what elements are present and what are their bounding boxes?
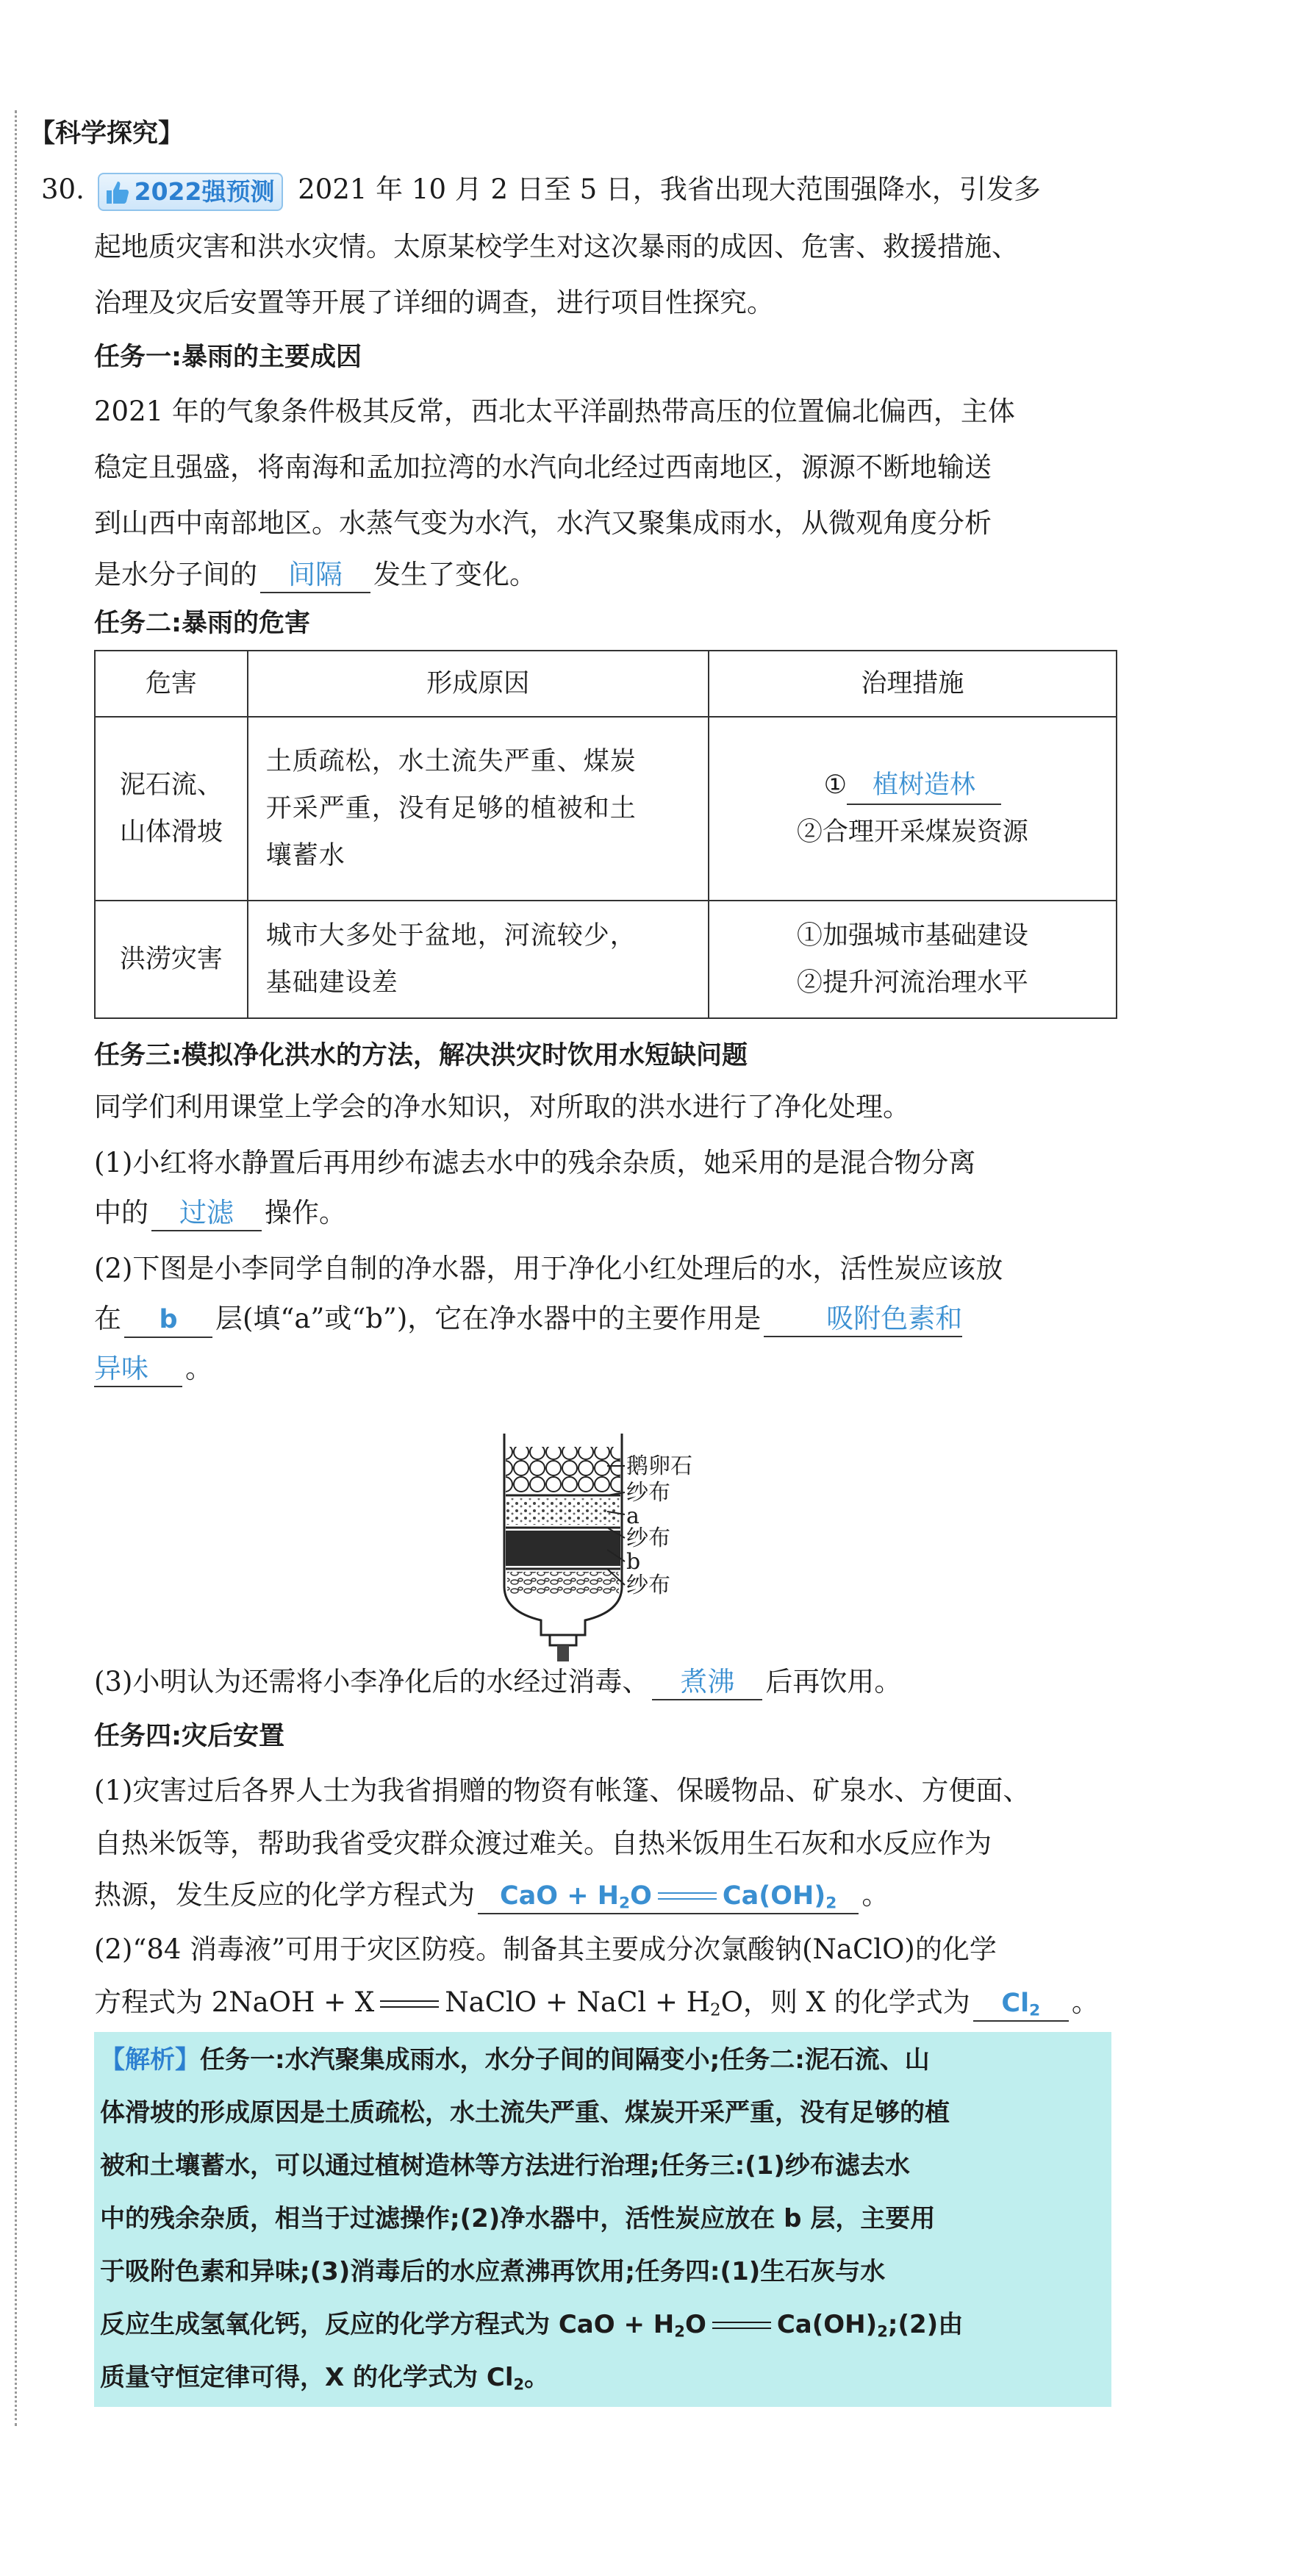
table-row bbox=[95, 717, 1117, 901]
analysis-line-7 bbox=[100, 2351, 1108, 2404]
equation-lhs: CaO + H bbox=[500, 1881, 620, 1911]
cause-text-2: 开采严重，没有足够的植被和土 bbox=[265, 794, 637, 823]
analysis-text-6a: 反应生成氢氧化钙，反应的化学方程式为 CaO + H bbox=[100, 2310, 675, 2339]
analysis-text-6d: ;(2)由 bbox=[887, 2310, 964, 2339]
task4-q2-line-1: (2)“84 消毒液”可用于灾区防疫。制备其主要成分次氯酸钠(NaClO)的化学 bbox=[94, 1933, 997, 1965]
task1-text-after: 发生了变化。 bbox=[373, 559, 537, 590]
hazard-text-1: 泥石流、 bbox=[119, 770, 223, 800]
header-hazard: 危害 bbox=[95, 651, 248, 717]
task3-title: 任务三:模拟净化洪水的方法，解决洪灾时饮用水短缺问题 bbox=[94, 1041, 748, 1070]
subscript: 2 bbox=[877, 2322, 888, 2341]
label-gauze-2: 纱布 bbox=[626, 1525, 670, 1551]
measure-1-number: ① bbox=[823, 770, 848, 800]
measure-2: ②提升河流治理水平 bbox=[796, 968, 1028, 998]
task4-q2-after: O，则 X 的化学式为 bbox=[720, 1986, 970, 2018]
task3-q1-before: 中的 bbox=[94, 1197, 148, 1228]
task3-q2-end: 。 bbox=[185, 1353, 212, 1384]
task3-q2-before: 在 bbox=[94, 1303, 121, 1334]
table-row bbox=[95, 901, 1117, 1018]
badge-label: 2022强预测 bbox=[134, 176, 275, 206]
task4-title: 任务四:灾后安置 bbox=[94, 1722, 284, 1751]
task3-q3-before: (3)小明认为还需将小李净化后的水经过消毒、 bbox=[94, 1666, 650, 1697]
analysis-tag: 【解析】 bbox=[100, 2045, 200, 2075]
task3-q2-layer-answer: b bbox=[124, 1303, 212, 1338]
analysis-text-7a: 质量守恒定律可得，X 的化学式为 Cl bbox=[100, 2363, 514, 2392]
subscript: 2 bbox=[710, 2000, 721, 2020]
prediction-badge bbox=[98, 173, 284, 211]
analysis-line-1 bbox=[100, 2033, 1108, 2086]
task1-line-4 bbox=[94, 556, 1108, 594]
label-leader-lines bbox=[497, 1428, 725, 1663]
task3-q1-after: 操作。 bbox=[265, 1197, 346, 1228]
measure-1 bbox=[717, 762, 1108, 809]
section-header: 【科学探究】 bbox=[29, 119, 185, 149]
cause-text-2: 基础建设差 bbox=[265, 968, 398, 998]
task4-q1-line-3 bbox=[94, 1876, 1108, 1914]
header-cause: 形成原因 bbox=[248, 651, 709, 717]
cause-cell bbox=[248, 901, 709, 1018]
subscript: 2 bbox=[674, 2322, 685, 2341]
analysis-line-4: 中的残余杂质，相当于过滤操作;(2)净水器中，活性炭应放在 b 层，主要用 bbox=[100, 2204, 936, 2233]
cause-cell bbox=[248, 717, 709, 901]
task3-q1-line-1: (1)小红将水静置后再用纱布滤去水中的残余杂质，她采用的是混合物分离 bbox=[94, 1147, 976, 1178]
equation-lhs-end: O bbox=[630, 1881, 652, 1911]
analysis-line-3: 被和土壤蓄水，可以通过植树造林等方法进行治理;任务三:(1)纱布滤去水 bbox=[100, 2151, 910, 2180]
task3-q3-answer: 煮沸 bbox=[652, 1665, 762, 1700]
cause-text-1: 土质疏松，水土流失严重、煤炭 bbox=[265, 747, 637, 776]
task4-q1-line-2: 自热米饭等，帮助我省受灾群众渡过难关。自热米饭用生石灰和水反应作为 bbox=[94, 1828, 992, 1859]
task1-line-2: 稳定且强盛，将南海和孟加拉湾的水汽向北经过西南地区，源源不断地输送 bbox=[94, 451, 992, 483]
cause-text-1: 城市大多处于盆地，河流较少， bbox=[265, 921, 637, 951]
equals-sign bbox=[380, 1997, 439, 2012]
header-measure: 治理措施 bbox=[709, 651, 1117, 717]
hazard-cell: 洪涝灾害 bbox=[95, 901, 248, 1018]
measure-1-answer: 植树造林 bbox=[847, 767, 1001, 805]
water-filter-diagram bbox=[497, 1428, 725, 1663]
hazard-cell bbox=[95, 717, 248, 901]
task3-q1-line-2 bbox=[94, 1194, 1108, 1232]
analysis-line-5: 于吸附色素和异味;(3)消毒后的水应煮沸再饮用;任务四:(1)生石灰与水 bbox=[100, 2257, 886, 2286]
task4-q2-answer bbox=[973, 1986, 1069, 2022]
intro-text-1: 2021 年 10 月 2 日至 5 日，我省出现大范围强降水，引发多 bbox=[298, 173, 1041, 205]
measure-2: ②合理开采煤炭资源 bbox=[796, 817, 1028, 847]
task4-q2-before: 方程式为 2NaOH + X bbox=[94, 1986, 375, 2018]
task4-q2-line-2 bbox=[94, 1983, 1108, 2022]
label-layer-b: b bbox=[626, 1549, 641, 1575]
question-intro-line-1 bbox=[41, 171, 1056, 211]
hazard-text-2: 山体滑坡 bbox=[119, 817, 223, 847]
task3-q2-use-answer-2: 异味 bbox=[94, 1352, 182, 1387]
task3-q2-use-answer-1: 吸附色素和 bbox=[764, 1302, 962, 1337]
cause-text-3: 壤蓄水 bbox=[265, 841, 345, 870]
label-layer-a: a bbox=[626, 1503, 640, 1529]
analysis-box bbox=[94, 2032, 1111, 2407]
task1-title: 任务一:暴雨的主要成因 bbox=[94, 343, 362, 372]
task1-answer: 间隔 bbox=[260, 558, 370, 593]
measure-cell bbox=[709, 901, 1117, 1018]
task3-q1-answer: 过滤 bbox=[151, 1196, 262, 1231]
question-intro-line-2: 起地质灾害和洪水灾情。太原某校学生对这次暴雨的成因、危害、救援措施、 bbox=[94, 231, 1019, 262]
task3-q3-line bbox=[94, 1663, 1108, 1701]
task2-title: 任务二:暴雨的危害 bbox=[94, 609, 310, 638]
hazard-table bbox=[94, 650, 1117, 1019]
task4-q1-line-1: (1)灾害过后各界人士为我省捐赠的物资有帐篷、保暖物品、矿泉水、方便面、 bbox=[94, 1775, 1031, 1806]
task4-q1-end: 。 bbox=[861, 1879, 889, 1911]
task4-q2-mid: NaClO + NaCl + H bbox=[445, 1986, 711, 2018]
task4-q2-end: 。 bbox=[1071, 1986, 1099, 2018]
label-gauze-3: 纱布 bbox=[626, 1573, 670, 1598]
question-intro-line-3: 治理及灾后安置等开展了详细的调查，进行项目性探究。 bbox=[94, 287, 774, 318]
equation-subscript: 2 bbox=[619, 1894, 631, 1913]
task1-line-1: 2021 年的气象条件极其反常，西北太平洋副热带高压的位置偏北偏西，主体 bbox=[94, 396, 1015, 427]
margin-dotted-rule bbox=[15, 110, 17, 2426]
task4-q1-text: 热源，发生反应的化学方程式为 bbox=[94, 1879, 475, 1911]
formula: Cl bbox=[1001, 1989, 1030, 2018]
task4-q1-answer bbox=[478, 1879, 859, 1914]
table-header-row bbox=[95, 651, 1117, 717]
label-pebbles: 鹅卵石 bbox=[626, 1453, 692, 1479]
task1-text-before: 是水分子间的 bbox=[94, 559, 257, 590]
analysis-line-6 bbox=[100, 2298, 1108, 2351]
equation-subscript: 2 bbox=[825, 1894, 837, 1913]
question-number: 30. bbox=[41, 173, 85, 205]
analysis-text-6c: Ca(OH) bbox=[776, 2310, 878, 2339]
analysis-text-6b: O bbox=[684, 2310, 706, 2339]
analysis-line-2: 体滑坡的形成原因是土质疏松，水土流失严重、煤炭开采严重，没有足够的植 bbox=[100, 2098, 950, 2128]
label-gauze-1: 纱布 bbox=[626, 1480, 670, 1506]
analysis-text-1: 任务一:水汽聚集成雨水，水分子间的间隔变小;任务二:泥石流、山 bbox=[200, 2045, 930, 2075]
subscript: 2 bbox=[513, 2375, 525, 2394]
measure-1: ①加强城市基础建设 bbox=[796, 921, 1028, 951]
measure-cell bbox=[709, 717, 1117, 901]
task3-q2-line-2 bbox=[94, 1300, 1108, 1338]
formula-subscript: 2 bbox=[1029, 2001, 1041, 2020]
analysis-text-7b: 。 bbox=[524, 2363, 550, 2392]
equation-rhs: Ca(OH) bbox=[722, 1881, 826, 1911]
task3-q2-line-3 bbox=[94, 1350, 1108, 1388]
task1-line-3: 到山西中南部地区。水蒸气变为水汽，水汽又聚集成雨水，从微观角度分析 bbox=[94, 507, 992, 539]
thumbs-up-icon bbox=[102, 177, 132, 207]
task3-q2-mid: 层(填“a”或“b”)，它在净水器中的主要作用是 bbox=[215, 1303, 762, 1334]
equals-sign bbox=[658, 1889, 717, 1904]
task3-intro: 同学们利用课堂上学会的净水知识，对所取的洪水进行了净化处理。 bbox=[94, 1091, 910, 1123]
equals-sign bbox=[712, 2319, 771, 2333]
task3-q2-line-1: (2)下图是小李同学自制的净水器，用于净化小红处理后的水，活性炭应该放 bbox=[94, 1253, 1003, 1284]
task3-q3-after: 后再饮用。 bbox=[765, 1666, 902, 1697]
